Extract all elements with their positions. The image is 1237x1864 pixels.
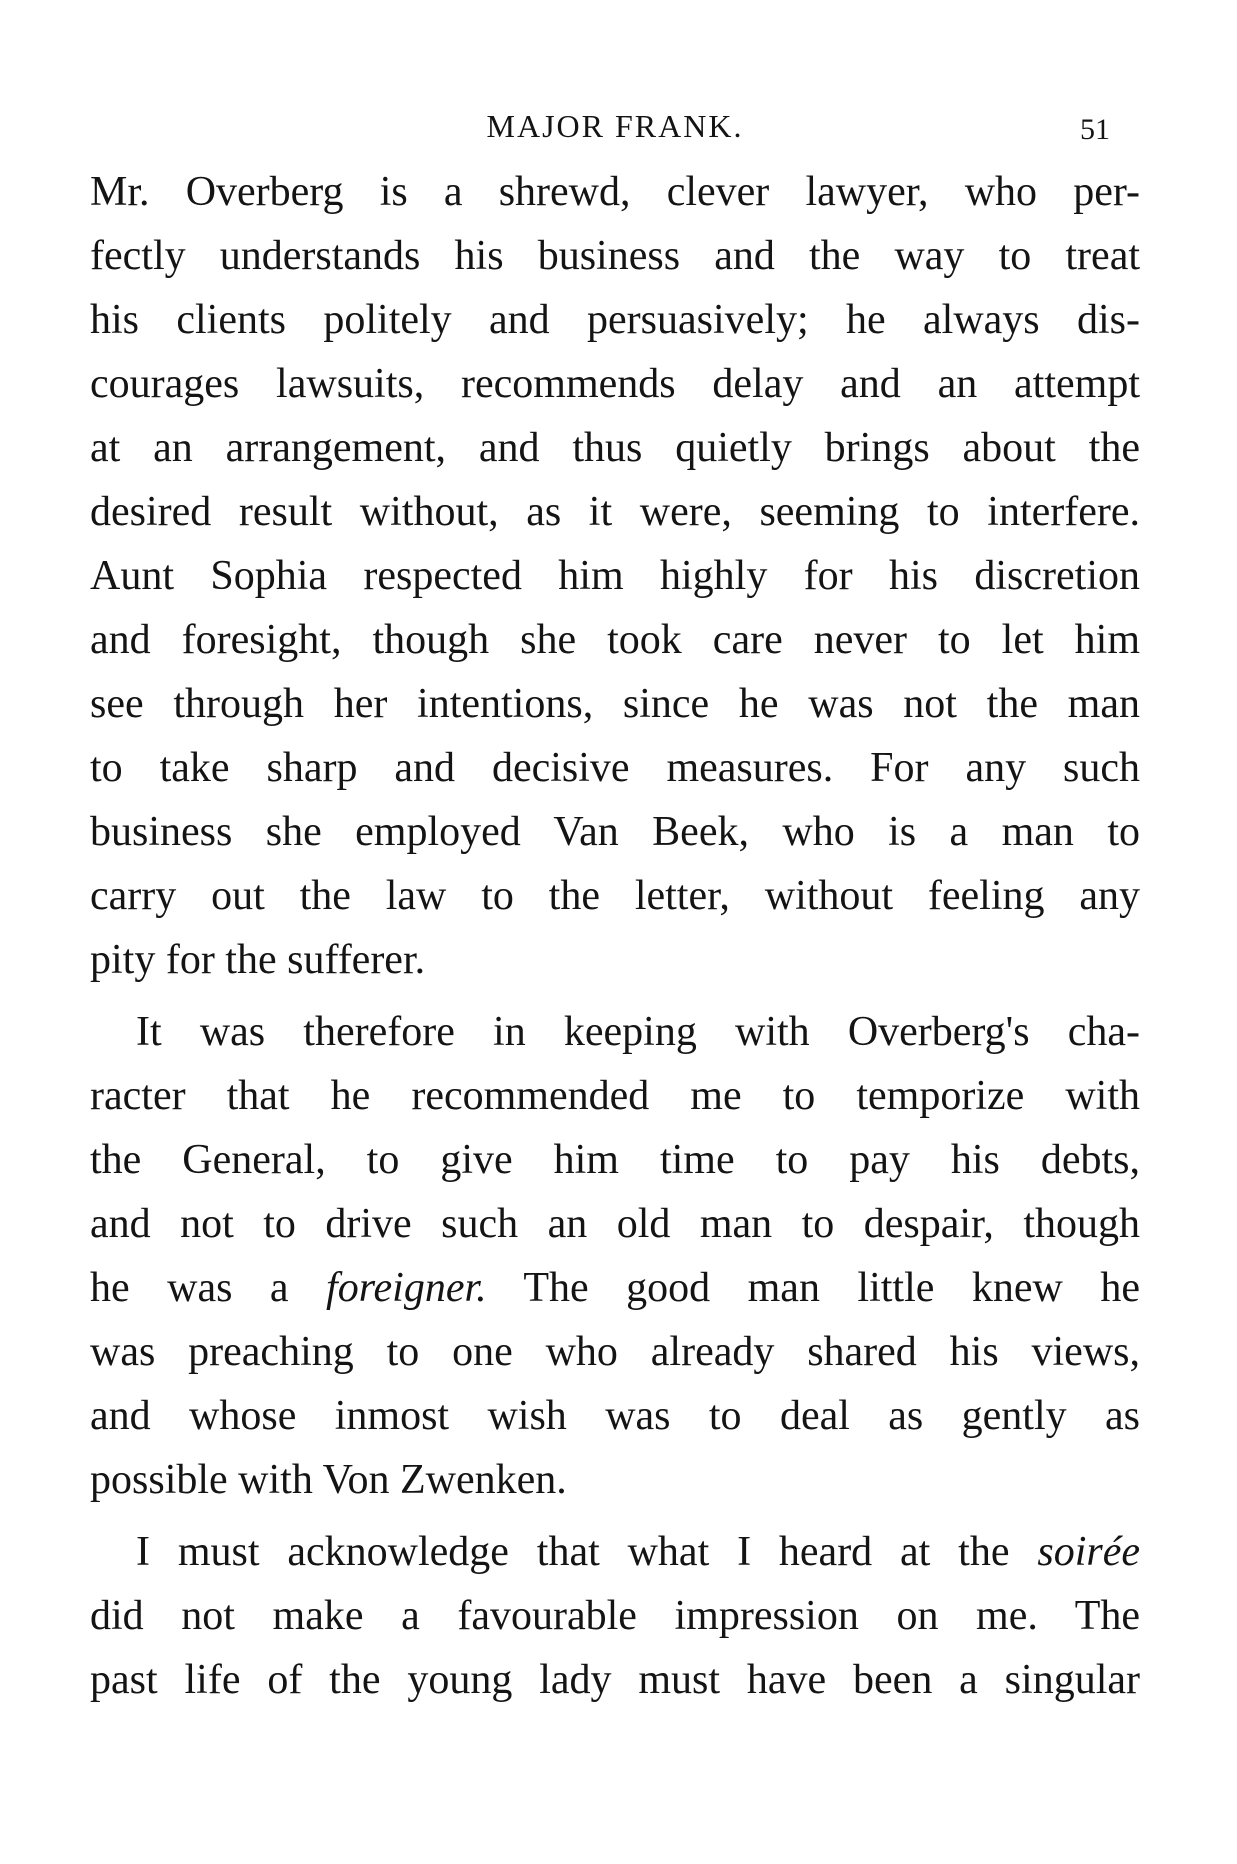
text-line: and not to drive such an old man to despair, though	[90, 1201, 1140, 1247]
body-text	[90, 160, 1140, 1712]
text-line-with-italic	[90, 1256, 1140, 1320]
text-line: did not make a favourable impression on me. The	[90, 1593, 1140, 1639]
text-line: pity for the sufferer.	[90, 937, 426, 983]
paragraph-2	[90, 1000, 1140, 1512]
text-line: and foresight, though she took care never to let him	[90, 617, 1140, 663]
text-line: racter that he recommended me to temporize with	[90, 1073, 1140, 1119]
text-line: courages lawsuits, recommends delay and an attempt	[90, 361, 1140, 407]
page-number: 51	[1080, 113, 1110, 146]
paragraph-1	[90, 160, 1140, 992]
paragraph-3	[90, 1520, 1140, 1712]
italic-word: foreigner.	[326, 1265, 487, 1311]
italic-word: soirée	[1037, 1529, 1140, 1575]
text-line: business she employed Van Beek, who is a man to	[90, 809, 1140, 855]
text-run: he was a	[90, 1265, 327, 1311]
running-title: MAJOR FRANK.	[486, 108, 744, 144]
text-line: It was therefore in keeping with Overberg's cha-	[136, 1009, 1140, 1055]
text-line-with-italic	[90, 1520, 1140, 1584]
text-run: I must acknowledge that what I heard at the	[136, 1529, 1038, 1575]
text-line: to take sharp and decisive measures. For any such	[90, 745, 1140, 791]
text-line: desired result without, as it were, seeming to interfere.	[90, 489, 1140, 535]
text-line: Aunt Sophia respected him highly for his discretion	[90, 553, 1140, 599]
text-line: see through her intentions, since he was not the man	[90, 681, 1140, 727]
text-line: and whose inmost wish was to deal as gently as	[90, 1393, 1140, 1439]
text-line: carry out the law to the letter, without feeling any	[90, 873, 1140, 919]
text-line: past life of the young lady must have been a singular	[90, 1657, 1140, 1703]
text-line: at an arrangement, and thus quietly brings about the	[90, 425, 1140, 471]
text-run: The good man little knew he	[486, 1265, 1140, 1311]
text-line: fectly understands his business and the way to treat	[90, 233, 1140, 279]
text-line: was preaching to one who already shared his views,	[90, 1329, 1140, 1375]
text-line: possible with Von Zwenken.	[90, 1457, 567, 1503]
text-line: his clients politely and persuasively; he always dis-	[90, 297, 1140, 343]
text-line: Mr. Overberg is a shrewd, clever lawyer, who per-	[90, 169, 1140, 215]
text-line: the General, to give him time to pay his debts,	[90, 1137, 1140, 1183]
page-header	[90, 104, 1140, 148]
